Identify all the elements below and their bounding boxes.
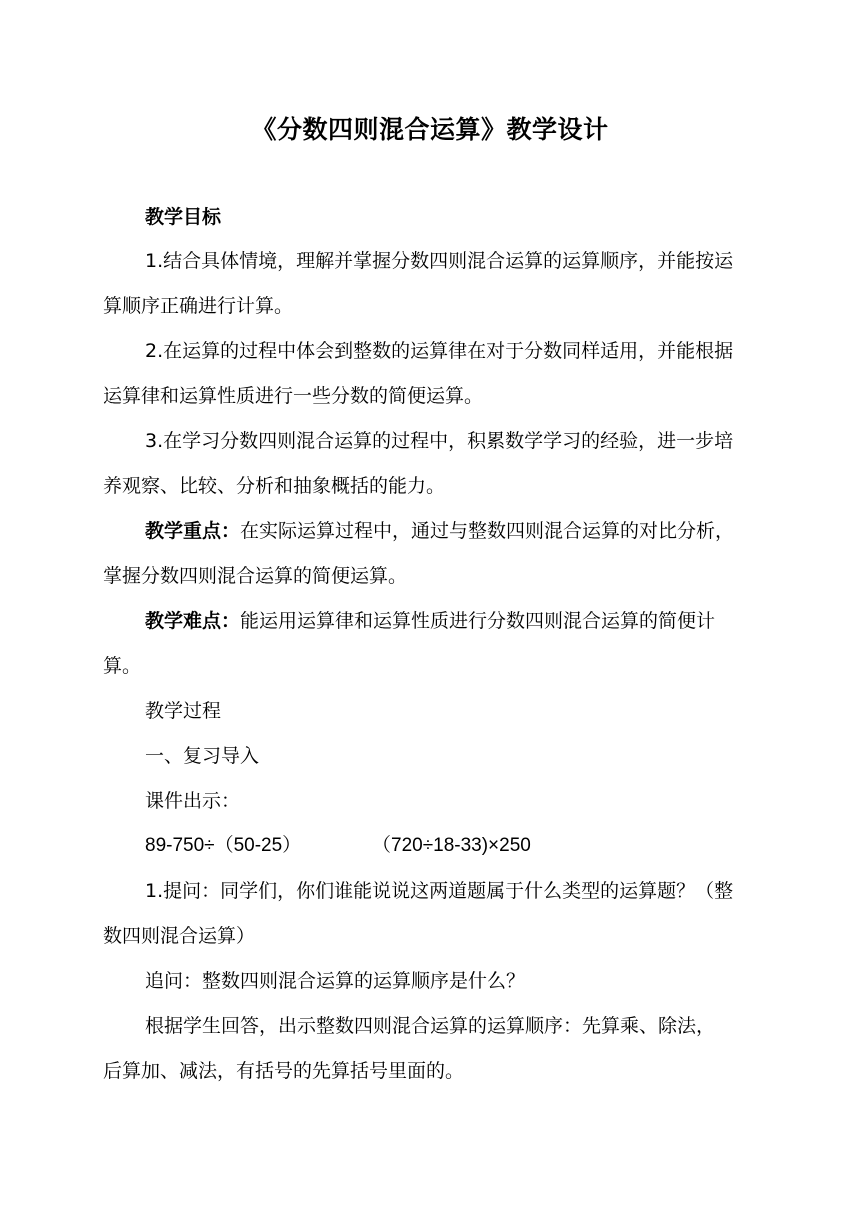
key-point-line-1 (145, 517, 734, 545)
section-1-heading: 一、复习导入 (145, 745, 260, 767)
objective-3-line-1: 3.在学习分数四则混合运算的过程中，积累数学学习的经验，进一步培 (145, 430, 734, 452)
document-title: 《分数四则混合运算》教学设计 (251, 115, 609, 144)
difficulty-line-2: 算。 (103, 655, 142, 677)
expression-2: （720÷18-33)×250 (372, 835, 531, 856)
key-point-text: 在实际运算过程中，通过与整数四则混合运算的对比分析， (240, 520, 735, 542)
objective-1-line-2: 算顺序正确进行计算。 (103, 295, 294, 317)
difficulty-label: 教学难点： (145, 610, 241, 632)
objective-3-line-2: 养观察、比较、分析和抽象概括的能力。 (103, 475, 446, 497)
courseware-label: 课件出示： (145, 790, 241, 812)
followup-question: 追问：整数四则混合运算的运算顺序是什么？ (145, 970, 526, 992)
objective-1-line-1: 1.结合具体情境，理解并掌握分数四则混合运算的运算顺序，并能按运 (145, 250, 734, 272)
key-point-line-2: 掌握分数四则混合运算的简便运算。 (103, 565, 408, 587)
answer-line-2: 后算加、减法，有括号的先算括号里面的。 (103, 1060, 465, 1082)
objectives-heading: 教学目标 (145, 206, 222, 228)
difficulty-line-1 (145, 607, 715, 635)
answer-line-1: 根据学生回答，出示整数四则混合运算的运算顺序：先算乘、除法， (145, 1015, 716, 1037)
expression-1: 89-750÷（50-25） (145, 835, 302, 856)
process-heading: 教学过程 (145, 700, 222, 722)
question-1-line-2: 数四则混合运算） (103, 925, 256, 947)
objective-2-line-2: 运算律和运算性质进行一些分数的简便运算。 (103, 385, 484, 407)
objective-2-line-1: 2.在运算的过程中体会到整数的运算律在对于分数同样适用，并能根据 (145, 340, 734, 362)
difficulty-text: 能运用运算律和运算性质进行分数四则混合运算的简便计 (240, 610, 716, 632)
key-point-label: 教学重点： (145, 520, 241, 542)
question-1-line-1: 1.提问：同学们，你们谁能说说这两道题属于什么类型的运算题？（整 (145, 880, 734, 902)
